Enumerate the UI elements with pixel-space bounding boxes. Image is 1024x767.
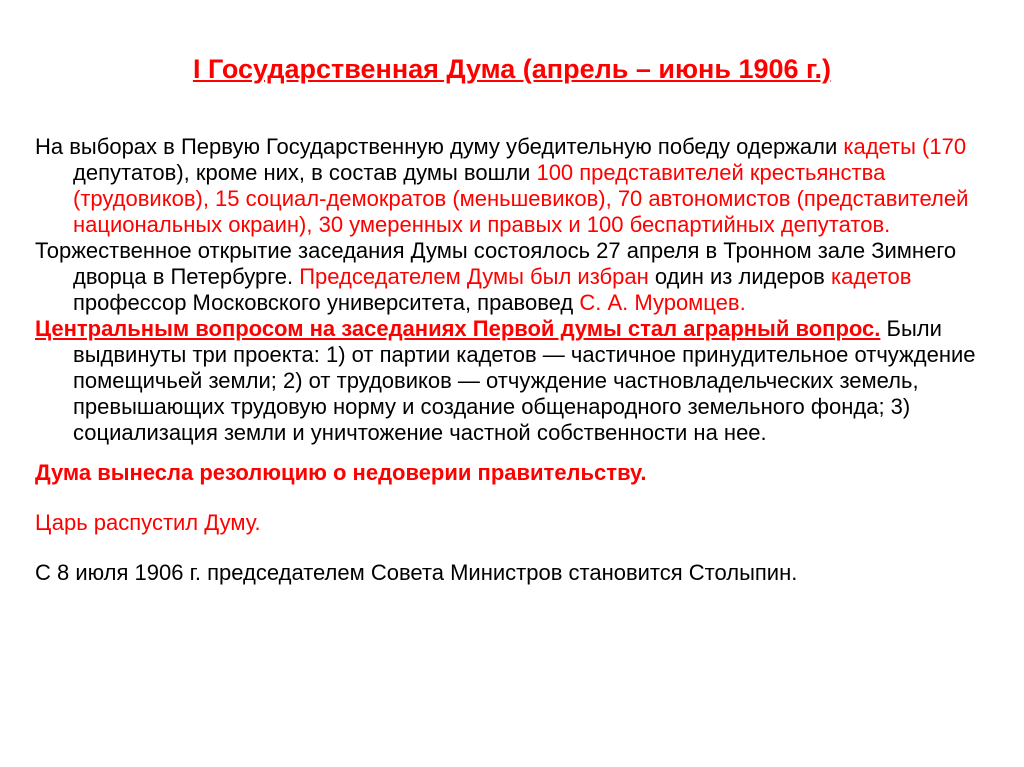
paragraph-stolypin: С 8 июля 1906 г. председателем Совета Министров становится Столыпин. bbox=[35, 560, 798, 585]
slide-title: I Государственная Дума (апрель – июнь 1906 г.) bbox=[192, 54, 832, 84]
elections-text-1: На выборах в Первую Государственную думу убедительную победу одержали bbox=[35, 134, 844, 159]
spacer bbox=[35, 536, 990, 560]
opening-highlight-muromtsev: С. А. Муромцев. bbox=[579, 290, 746, 315]
agrarian-text: Были выдвинуты три проекта: 1) от партии кадетов — частичное принудительное отчуждение помещичьей земли; 2) от трудовиков — отчуждение частновладельческих земель, превышающих трудовую норму и создание общенародного земельного фонда; 3) социализация земли и уничтожение частной собственности на нее. bbox=[73, 316, 976, 445]
opening-text-2: один из лидеров bbox=[648, 264, 831, 289]
elections-highlight-composition: 100 представителей крестьянства (трудовиков), 15 социал-демократов (меньшевиков), 70 автономистов (представителей национальных окраин), 30 умеренных и правых и 100 беспартийных депутатов. bbox=[73, 160, 969, 237]
slide-body bbox=[35, 134, 990, 586]
elections-text-2: депутатов), кроме них, в состав думы вошли bbox=[73, 160, 537, 185]
elections-highlight-cadets: кадеты (170 bbox=[843, 134, 967, 159]
paragraph-elections bbox=[35, 134, 990, 238]
opening-highlight-cadets: кадетов bbox=[830, 264, 912, 289]
spacer bbox=[35, 446, 990, 460]
spacer bbox=[35, 486, 990, 510]
opening-text-1: Торжественное открытие заседания Думы состоялось 27 апреля в Тронном зале Зимнего дворца в Петербурге. bbox=[35, 238, 957, 289]
opening-highlight-chairman: Председателем Думы был избран bbox=[299, 264, 649, 289]
paragraph-dissolution: Царь распустил Думу. bbox=[35, 510, 261, 535]
paragraph-resolution: Дума вынесла резолюцию о недоверии правительству. bbox=[35, 460, 647, 485]
agrarian-highlight: Центральным вопросом на заседаниях Первой думы стал аграрный вопрос. bbox=[35, 316, 881, 341]
paragraph-opening bbox=[35, 238, 990, 316]
opening-text-3: профессор Московского университета, правовед bbox=[73, 290, 580, 315]
paragraph-agrarian bbox=[35, 316, 990, 446]
